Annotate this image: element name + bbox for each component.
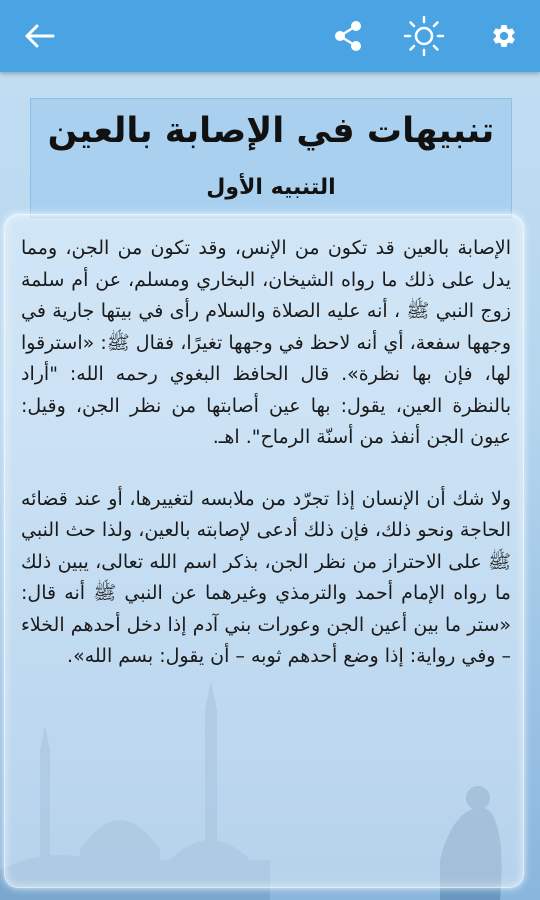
sun-icon xyxy=(402,14,446,58)
share-icon xyxy=(326,14,370,58)
article-body xyxy=(21,233,511,673)
paragraph: ولا شك أن الإنسان إذا تجرّد من ملابسه لتغييرها، أو عند قضائه الحاجة ونحو ذلك، فإن ذلك أدعى لإصابته بالعين، ولذا حث النبي ﷺ على الاحتراز من نظر الجن، بذكر اسم الله تعالى، يبين ذلك ما رواه الإمام أحمد والترمذي وغيرهما عن النبي ﷺ أنه قال: «ستر ما بين أعين الجن وعورات بني آدم إذا دخل أحدهم الخلاء – وفي رواية: إذا وضع أحدهم ثوبه – أن يقول: بسم الله». xyxy=(21,487,511,667)
brightness-button[interactable] xyxy=(402,14,446,58)
back-button[interactable] xyxy=(18,14,62,58)
content-card xyxy=(4,214,524,888)
title-card xyxy=(30,98,512,218)
page-title: تنبيهات في الإصابة بالعين xyxy=(47,111,495,151)
arrow-left-icon xyxy=(18,14,62,58)
gear-icon xyxy=(482,14,526,58)
paragraph: الإصابة بالعين قد تكون من الإنس، وقد تكون من الجن، ومما يدل على ذلك ما رواه الشيخان، البخاري ومسلم، عن أم سلمة زوج النبي ﷺ ، أنه عليه الصلاة والسلام رأى في بيتها جارية في وجهها سفعة، أي أنه لاحظ في وجهها تغيرًا، فقال ﷺ: «استرقوا لها، فإن بها نظرة». قال الحافظ البغوي رحمه الله: "أراد بالنظرة العين، يقول: بها عين أصابتها من نظر الجن، وقيل: عيون الجن أنفذ من أسنّة الرماح". اهـ. xyxy=(21,237,511,448)
app-toolbar xyxy=(0,0,540,72)
settings-button[interactable] xyxy=(482,14,526,58)
share-button[interactable] xyxy=(326,14,370,58)
section-subtitle: التنبيه الأول xyxy=(206,175,336,200)
